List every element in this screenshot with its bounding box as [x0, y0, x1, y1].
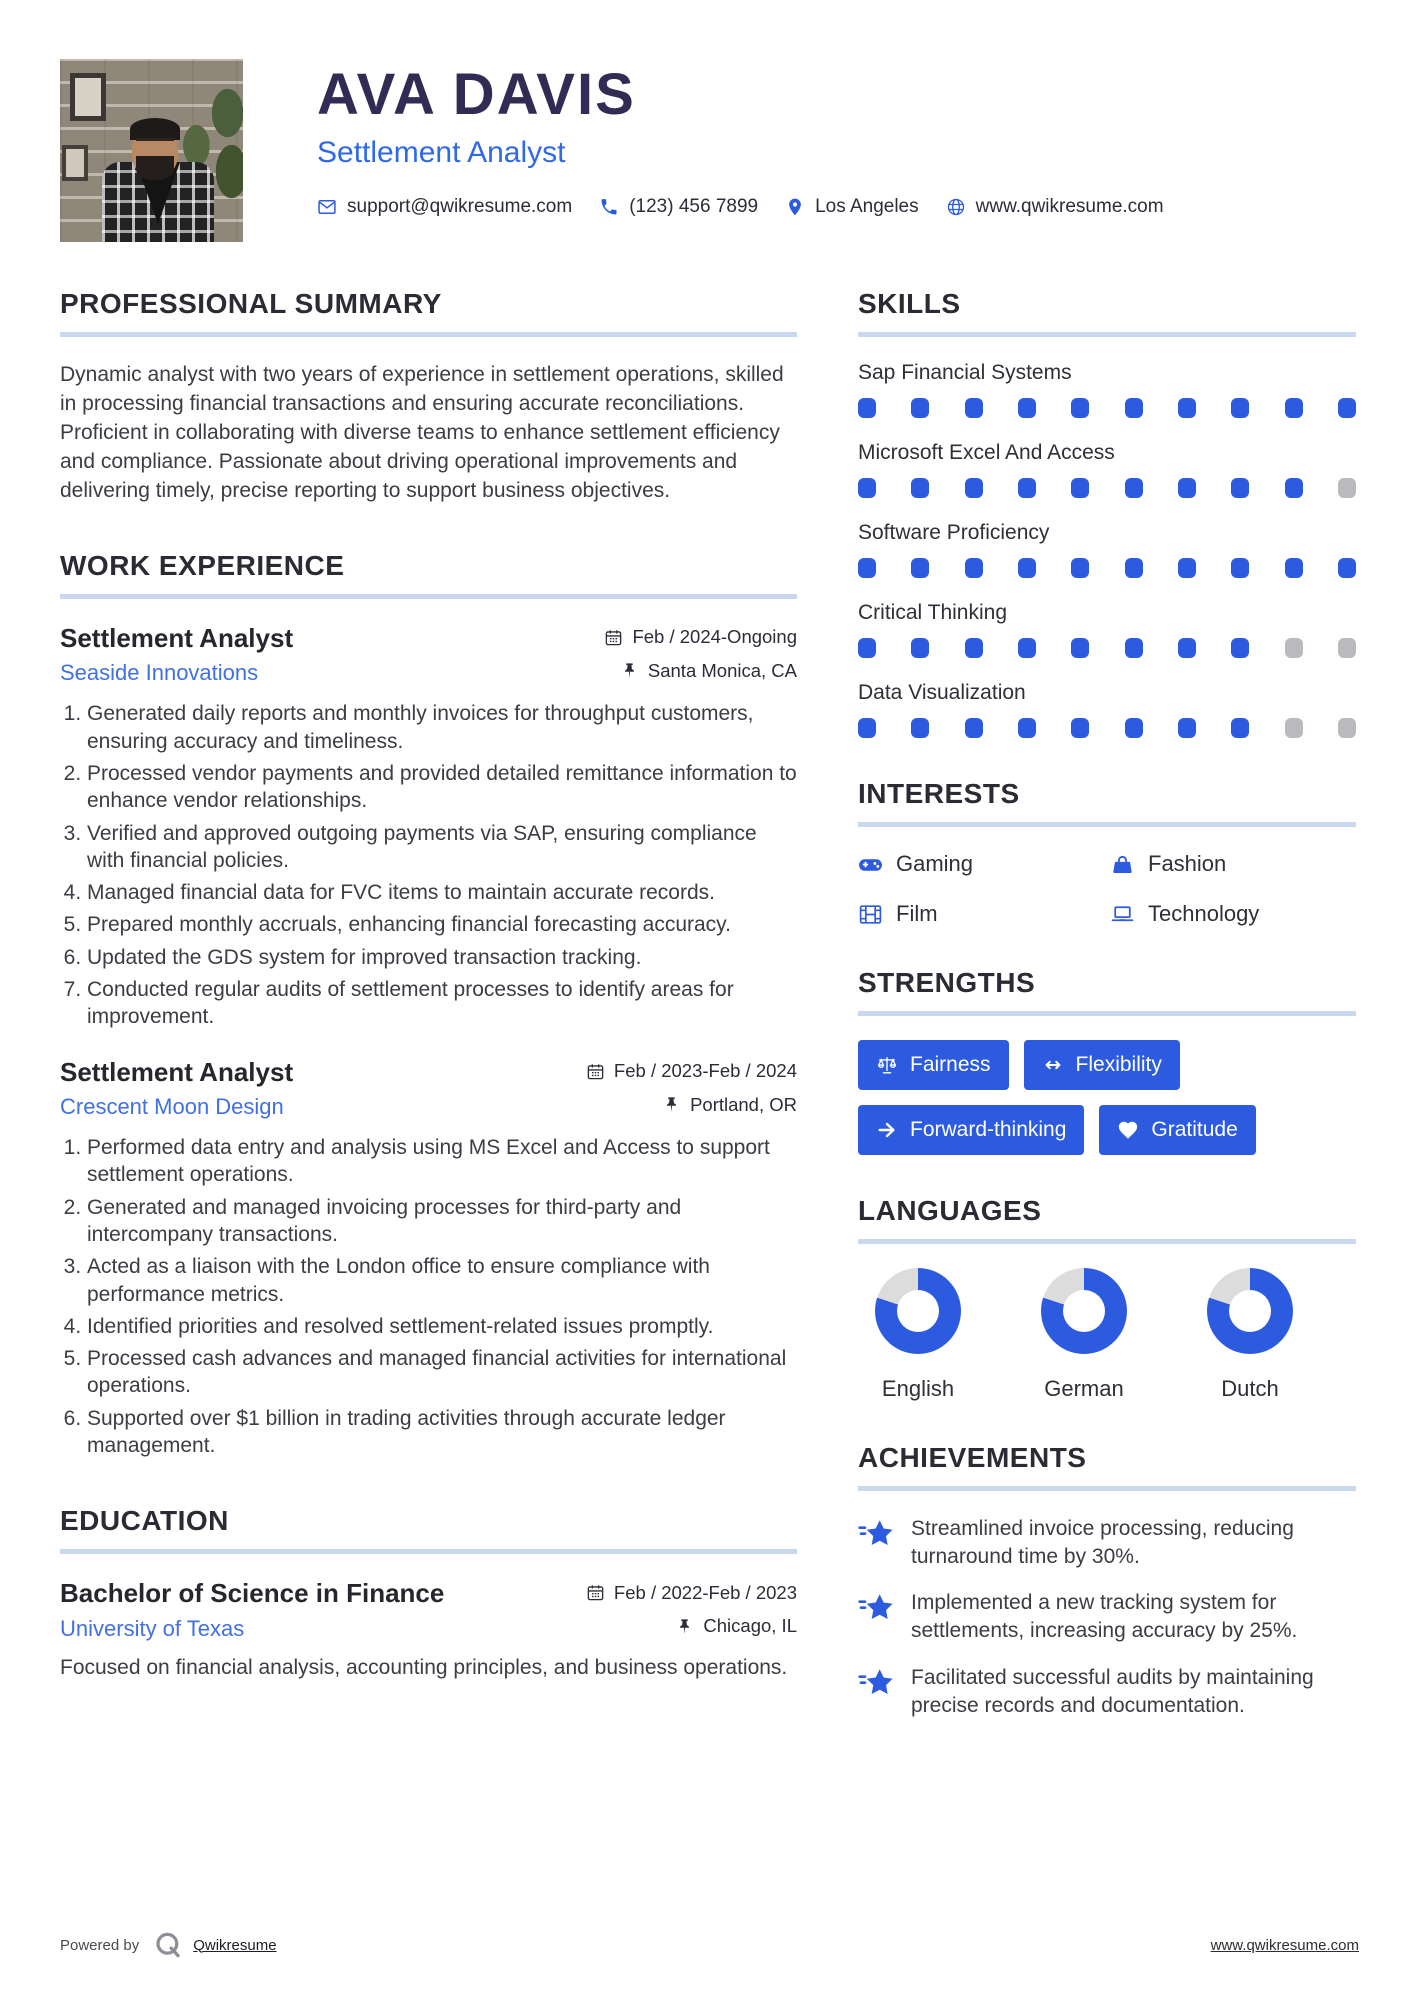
job-dates — [604, 626, 797, 648]
skill-name: Data Visualization — [858, 681, 1026, 704]
contact-email-text: support@qwikresume.com — [347, 195, 573, 217]
skill-dot-filled — [1338, 398, 1356, 418]
skill-dot-filled — [911, 478, 929, 498]
skill-dot-filled — [1071, 718, 1089, 738]
summary-text: Dynamic analyst with two years of experience in settlement operations, skilled in processing financial transactions and ensuring accurate reconciliations. Proficient in collaborating with diverse teams to enhance settlement efficiency and compliance. Passionate about driving operational improvements and delivering timely, precise reporting to support business objectives. — [60, 363, 784, 502]
skill-dot-filled — [965, 638, 983, 658]
company-link[interactable]: Crescent Moon Design — [60, 1094, 284, 1120]
strength-label: Forward-thinking — [910, 1118, 1067, 1141]
skill-dot-filled — [1071, 398, 1089, 418]
jobs-container — [60, 623, 797, 1460]
education-section — [60, 1505, 797, 1682]
language-donut-chart — [875, 1268, 961, 1354]
skill-name: Sap Financial Systems — [858, 361, 1072, 384]
skill-dot-filled — [1178, 718, 1196, 738]
contact-phone[interactable] — [599, 196, 758, 218]
language-donut-chart — [1207, 1268, 1293, 1354]
skills-container — [858, 361, 1356, 738]
heart-icon — [1117, 1119, 1139, 1141]
person-name: AVA DAVIS — [317, 62, 636, 127]
education-location-text: Chicago, IL — [703, 1615, 797, 1637]
interest-label: Gaming — [896, 851, 974, 876]
job-location — [662, 1094, 797, 1116]
language-item — [1024, 1268, 1144, 1402]
strength-badge — [858, 1040, 1009, 1090]
skill-dot-filled — [1231, 718, 1249, 738]
skill-dot-filled — [858, 718, 876, 738]
education-heading: EDUCATION — [60, 1505, 797, 1554]
pushpin-icon — [662, 1095, 681, 1114]
skill-dot-filled — [1071, 478, 1089, 498]
skill-dot-empty — [1338, 478, 1356, 498]
skill-name: Software Proficiency — [858, 521, 1050, 544]
globe-icon — [946, 197, 966, 217]
achievements-container — [858, 1515, 1356, 1719]
skill-dot-filled — [1071, 638, 1089, 658]
skill-dot-filled — [965, 398, 983, 418]
left-column — [60, 288, 797, 1759]
job-bullet: 2. Generated and managed invoicing processes for third-party and intercompany transactions. — [87, 1194, 797, 1249]
skill-item — [858, 601, 1356, 658]
skill-item — [858, 521, 1356, 578]
skill-dot-filled — [1018, 718, 1036, 738]
photo-frame-decor — [70, 73, 106, 121]
job-bullet: 1. Generated daily reports and monthly invoices for throughput customers, ensuring accuracy and timeliness. — [87, 700, 797, 755]
company-link[interactable]: Seaside Innovations — [60, 660, 259, 686]
skill-dot-filled — [1231, 398, 1249, 418]
language-item — [858, 1268, 978, 1402]
skill-dot-filled — [858, 398, 876, 418]
job-bullet-list — [60, 1134, 797, 1459]
skill-dot-filled — [1231, 638, 1249, 658]
skill-name: Microsoft Excel And Access — [858, 441, 1115, 464]
qwikresume-link[interactable]: Qwikresume — [193, 1936, 277, 1954]
powered-by-label: Powered by — [60, 1936, 140, 1954]
strength-badge — [858, 1105, 1084, 1155]
job-bullet: 4. Managed financial data for FVC items to maintain accurate records. — [87, 879, 797, 906]
job-bullet-list — [60, 700, 797, 1030]
skill-dot-filled — [1285, 478, 1303, 498]
job-bullet: 5. Prepared monthly accruals, enhancing financial forecasting accuracy. — [87, 911, 797, 938]
degree-title: Bachelor of Science in Finance — [60, 1578, 445, 1609]
skill-dot-empty — [1285, 718, 1303, 738]
contact-location-text: Los Angeles — [815, 195, 919, 217]
header — [60, 59, 1356, 242]
skill-dot-filled — [858, 638, 876, 658]
achievement-item — [858, 1664, 1356, 1719]
footer-website-link[interactable]: www.qwikresume.com — [1210, 1936, 1359, 1954]
strength-badge — [1099, 1105, 1255, 1155]
gamepad-icon — [858, 852, 883, 877]
job-bullet: 6. Updated the GDS system for improved transaction tracking. — [87, 944, 797, 971]
skill-dot-filled — [1231, 478, 1249, 498]
phone-icon — [599, 197, 619, 217]
job-location-text: Portland, OR — [690, 1093, 797, 1115]
contact-phone-text: (123) 456 7899 — [629, 195, 759, 217]
skill-dot-filled — [1125, 718, 1143, 738]
job-bullet: 3. Verified and approved outgoing payments via SAP, ensuring compliance with financial policies. — [87, 820, 797, 875]
left-right-arrow-icon — [1042, 1054, 1064, 1076]
skill-item — [858, 361, 1356, 418]
contact-row — [317, 196, 1164, 218]
interest-item — [1110, 851, 1356, 877]
calendar-icon — [586, 1583, 605, 1602]
person-job-title: Settlement Analyst — [317, 135, 566, 169]
contact-website[interactable] — [946, 196, 1164, 218]
skill-rating-dots — [858, 398, 1356, 418]
achievement-text: Implemented a new tracking system for settlements, increasing accuracy by 25%. — [911, 1591, 1298, 1643]
qwikresume-logo — [153, 1930, 183, 1960]
education-description: Focused on financial analysis, accounting principles, and business operations. — [60, 1655, 788, 1679]
skill-dot-filled — [858, 558, 876, 578]
skills-heading: SKILLS — [858, 288, 1356, 337]
skill-dot-filled — [1018, 398, 1036, 418]
job-bullet: 7. Conducted regular audits of settlement processes to identify areas for improvement. — [87, 976, 797, 1031]
skill-dot-filled — [965, 558, 983, 578]
interests-container — [858, 851, 1356, 927]
skill-dot-filled — [1178, 558, 1196, 578]
shooting-star-icon — [858, 1666, 896, 1698]
skill-dot-filled — [965, 478, 983, 498]
language-label: English — [881, 1376, 955, 1401]
job-bullet: 4. Identified priorities and resolved settlement-related issues promptly. — [87, 1313, 797, 1340]
photo-person-head — [132, 122, 178, 178]
skill-dot-filled — [858, 478, 876, 498]
laptop-icon — [1110, 902, 1135, 927]
skill-dot-filled — [911, 398, 929, 418]
strength-label: Fairness — [910, 1053, 991, 1076]
achievements-heading: ACHIEVEMENTS — [858, 1442, 1356, 1491]
skill-name: Critical Thinking — [858, 601, 1007, 624]
calendar-icon — [604, 628, 623, 647]
languages-section — [858, 1195, 1356, 1402]
location-pin-icon — [785, 197, 805, 217]
skill-dot-empty — [1338, 718, 1356, 738]
skill-dot-filled — [1178, 398, 1196, 418]
header-main — [317, 59, 1164, 218]
achievements-section — [858, 1442, 1356, 1719]
skill-dot-filled — [1018, 478, 1036, 498]
job-location — [620, 660, 797, 682]
skill-dot-filled — [1071, 558, 1089, 578]
job-bullet: 5. Processed cash advances and managed financial activities for international operations. — [87, 1345, 797, 1400]
language-label: German — [1044, 1376, 1124, 1401]
strengths-heading: STRENGTHS — [858, 967, 1356, 1016]
job-bullet: 2. Processed vendor payments and provided detailed remittance information to enhance vendor relationships. — [87, 760, 797, 815]
skill-dot-filled — [1338, 558, 1356, 578]
language-donut-chart — [1041, 1268, 1127, 1354]
job-entry — [60, 623, 797, 1031]
skill-dot-filled — [911, 638, 929, 658]
language-label: Dutch — [1221, 1376, 1279, 1401]
job-entry — [60, 1057, 797, 1460]
skill-dot-filled — [911, 558, 929, 578]
contact-email[interactable] — [317, 196, 572, 218]
photo-person-glasses — [136, 138, 174, 146]
pushpin-icon — [675, 1617, 694, 1636]
shooting-star-icon — [858, 1591, 896, 1623]
skills-section — [858, 288, 1356, 738]
skill-dot-filled — [1018, 638, 1036, 658]
job-title: Settlement Analyst — [60, 622, 294, 653]
skill-dot-filled — [1125, 478, 1143, 498]
interest-label: Film — [896, 901, 938, 926]
education-dates — [586, 1582, 797, 1604]
pushpin-icon — [620, 661, 639, 680]
skill-item — [858, 441, 1356, 498]
right-column — [858, 288, 1356, 1759]
interest-item — [1110, 901, 1356, 927]
right-arrow-icon — [876, 1119, 898, 1141]
footer — [60, 1930, 1359, 1960]
skill-item — [858, 681, 1356, 738]
strengths-container — [858, 1040, 1356, 1155]
contact-location — [785, 196, 919, 218]
achievement-item — [858, 1589, 1356, 1644]
interest-label: Fashion — [1148, 851, 1227, 876]
interest-label: Technology — [1148, 901, 1260, 926]
profile-photo — [60, 59, 243, 242]
interests-heading: INTERESTS — [858, 778, 1356, 827]
skill-dot-filled — [1125, 398, 1143, 418]
job-title: Settlement Analyst — [60, 1056, 294, 1087]
achievement-text: Facilitated successful audits by maintaining precise records and documentation. — [911, 1665, 1314, 1717]
achievement-text: Streamlined invoice processing, reducing turnaround time by 30%. — [911, 1517, 1294, 1568]
language-item — [1190, 1268, 1310, 1402]
interests-section — [858, 778, 1356, 927]
job-bullet: 1. Performed data entry and analysis using MS Excel and Access to support settlement operations. — [87, 1134, 797, 1189]
strength-label: Gratitude — [1151, 1118, 1238, 1141]
skill-dot-filled — [1125, 638, 1143, 658]
scales-icon — [876, 1054, 898, 1076]
skill-rating-dots — [858, 558, 1356, 578]
skill-dot-filled — [911, 718, 929, 738]
summary-heading: PROFESSIONAL SUMMARY — [60, 288, 797, 337]
achievement-item — [858, 1515, 1356, 1570]
strength-badge — [1024, 1040, 1180, 1090]
contact-website-text: www.qwikresume.com — [975, 195, 1164, 217]
skill-dot-filled — [1125, 558, 1143, 578]
strength-label: Flexibility — [1075, 1053, 1162, 1076]
education-dates-text: Feb / 2022-Feb / 2023 — [613, 1581, 797, 1603]
skill-rating-dots — [858, 638, 1356, 658]
skill-dot-filled — [1285, 398, 1303, 418]
job-bullet: 3. Acted as a liaison with the London office to ensure compliance with performance metrics. — [87, 1253, 797, 1308]
skill-dot-empty — [1338, 638, 1356, 658]
job-location-text: Santa Monica, CA — [647, 659, 797, 681]
film-icon — [858, 902, 883, 927]
photo-frame-decor — [62, 145, 88, 181]
job-dates-text: Feb / 2024-Ongoing — [632, 626, 797, 648]
school-link[interactable]: University of Texas — [60, 1615, 245, 1641]
job-bullet: 6. Supported over $1 billion in trading activities through accurate ledger management. — [87, 1405, 797, 1460]
skill-dot-filled — [1018, 558, 1036, 578]
languages-container — [858, 1268, 1356, 1402]
strengths-section — [858, 967, 1356, 1155]
job-dates-text: Feb / 2023-Feb / 2024 — [613, 1060, 797, 1082]
job-dates — [586, 1060, 797, 1082]
skill-dot-filled — [1178, 638, 1196, 658]
skill-dot-filled — [1231, 558, 1249, 578]
skill-rating-dots — [858, 478, 1356, 498]
education-location — [675, 1615, 797, 1637]
skill-dot-filled — [1285, 558, 1303, 578]
email-icon — [317, 197, 337, 217]
skill-dot-filled — [965, 718, 983, 738]
skill-rating-dots — [858, 718, 1356, 738]
skill-dot-filled — [1178, 478, 1196, 498]
calendar-icon — [586, 1062, 605, 1081]
interest-item — [858, 901, 1110, 927]
languages-heading: LANGUAGES — [858, 1195, 1356, 1244]
work-heading: WORK EXPERIENCE — [60, 550, 797, 599]
interest-item — [858, 851, 1110, 877]
skill-dot-empty — [1285, 638, 1303, 658]
shooting-star-icon — [858, 1517, 896, 1549]
handbag-icon — [1110, 852, 1135, 877]
